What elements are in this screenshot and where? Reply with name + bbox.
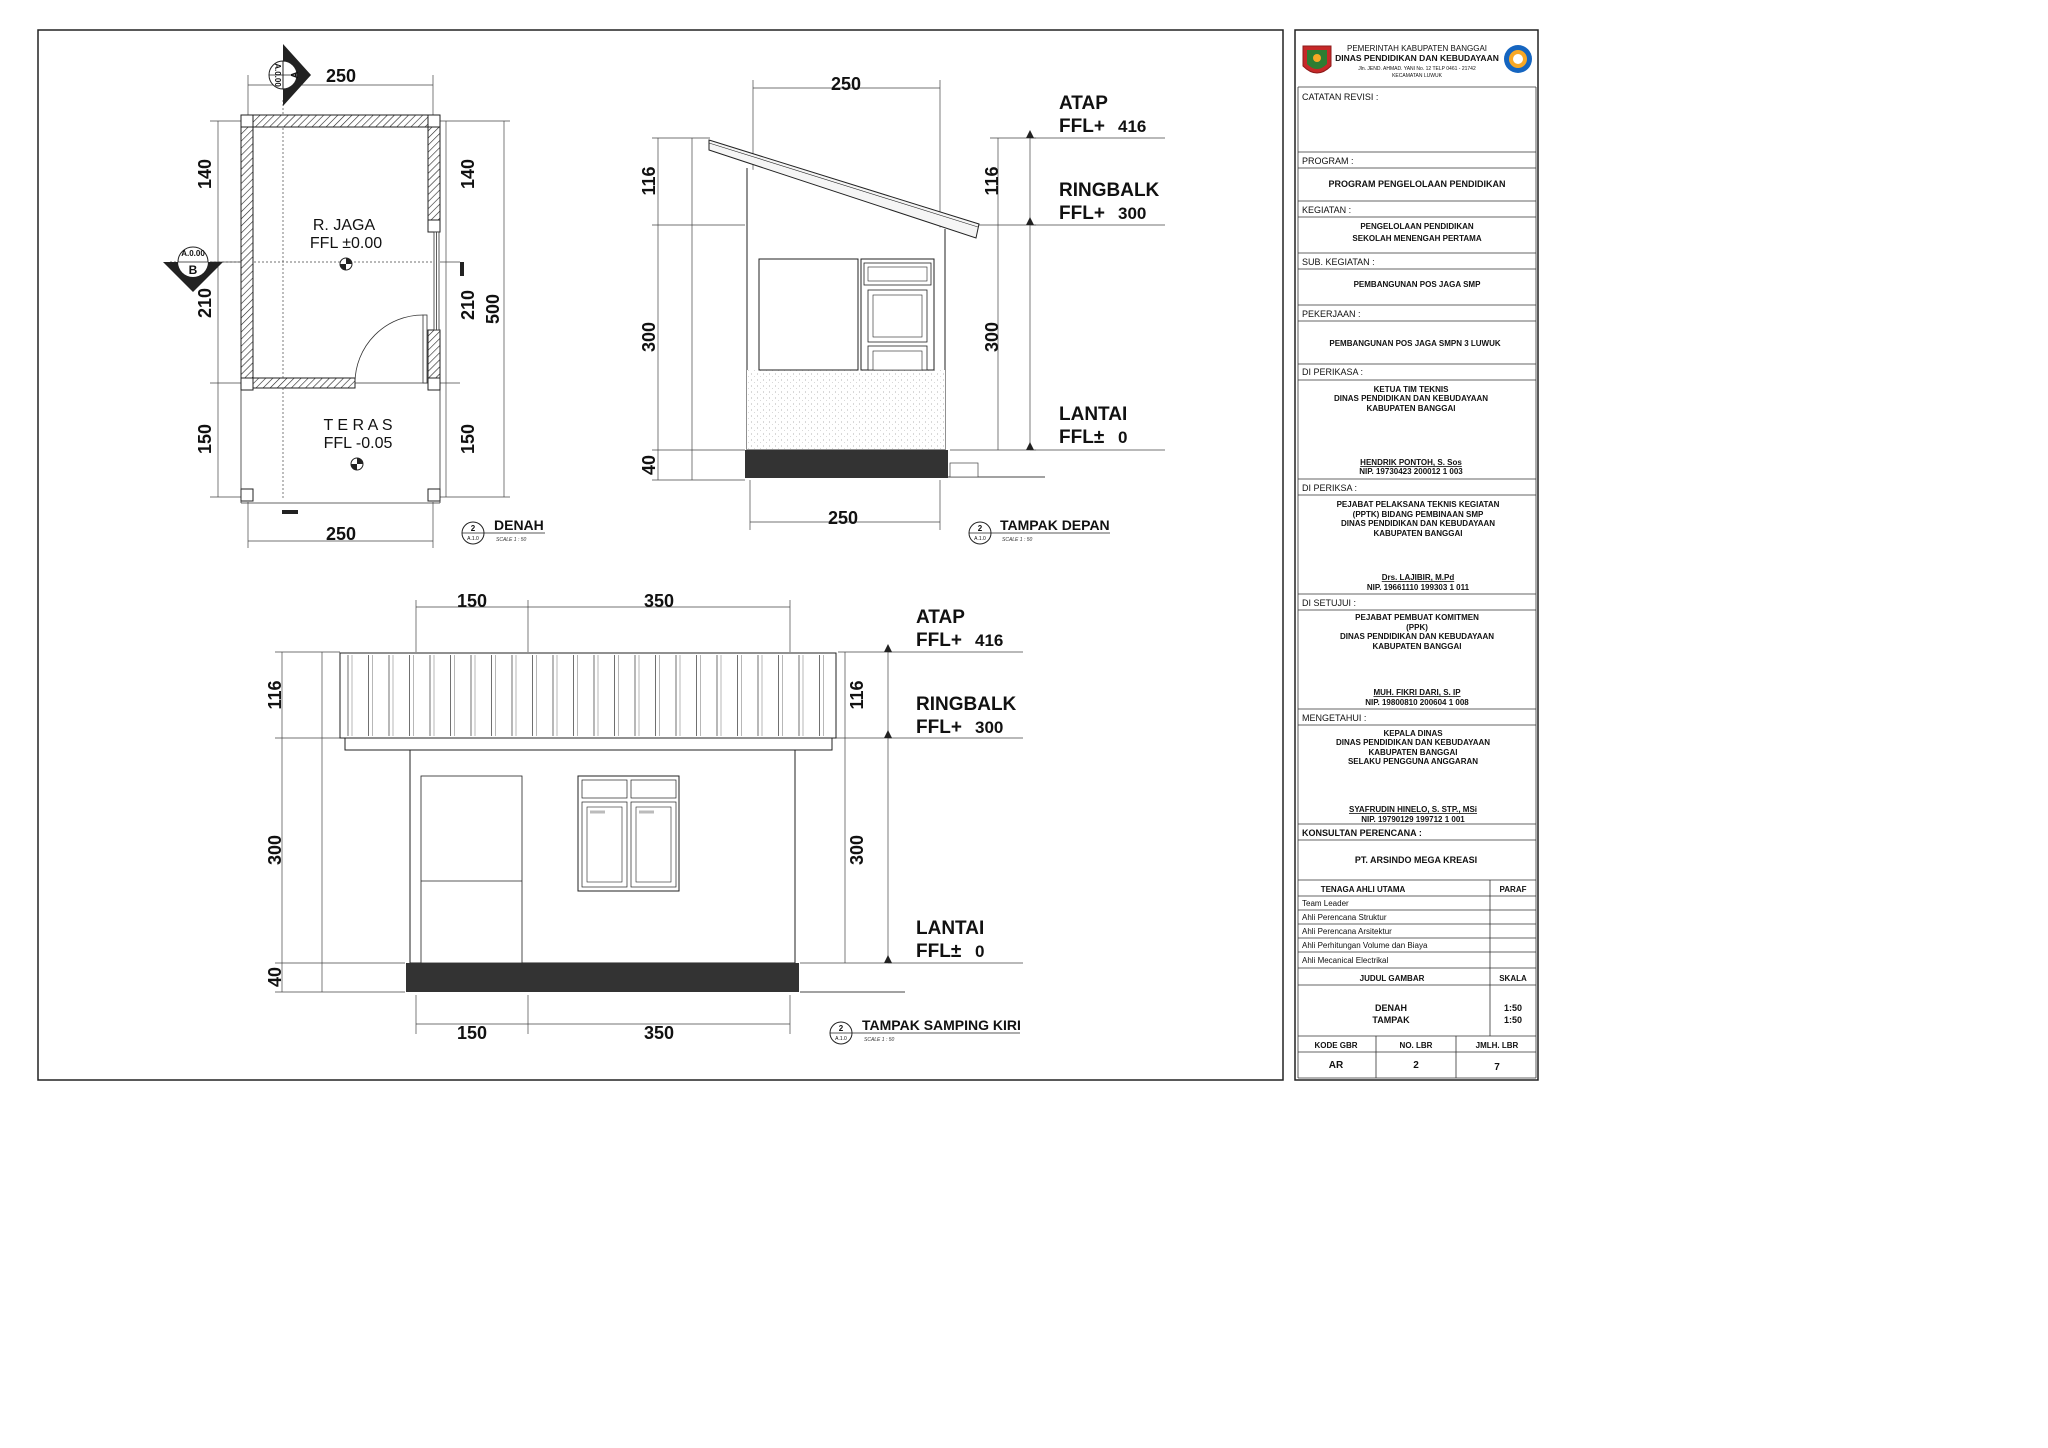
svg-text:KEPALA DINAS: KEPALA DINAS bbox=[1383, 729, 1443, 738]
svg-text:SEKOLAH MENENGAH PERTAMA: SEKOLAH MENENGAH PERTAMA bbox=[1352, 234, 1482, 243]
tb-header-4: KECAMATAN LUWUK bbox=[1392, 73, 1442, 79]
svg-text:Ahli Perencana Arsitektur: Ahli Perencana Arsitektur bbox=[1302, 927, 1392, 936]
plan-dim-right-2: 210 bbox=[458, 289, 478, 321]
tb-header-2: DINAS PENDIDIKAN DAN KEBUDAYAAN bbox=[1335, 53, 1499, 63]
svg-text:TAMPAK DEPAN: TAMPAK DEPAN bbox=[1000, 517, 1110, 533]
side-roof bbox=[340, 653, 836, 750]
svg-text:PENGELOLAAN PENDIDIKAN: PENGELOLAAN PENDIDIKAN bbox=[1360, 222, 1474, 231]
front-dim-left-3: 40 bbox=[639, 454, 659, 476]
terrace-level: FFL -0.05 bbox=[323, 435, 393, 452]
svg-text:SELAKU PENGGUNA ANGGARAN: SELAKU PENGGUNA ANGGARAN bbox=[1347, 757, 1479, 766]
svg-text:DI PERIKSA :: DI PERIKSA : bbox=[1302, 483, 1358, 493]
svg-text:FFL+: FFL+ bbox=[1059, 116, 1105, 137]
plan-dim-overall: 500 bbox=[483, 293, 503, 325]
svg-text:TAMPAK SAMPING KIRI: TAMPAK SAMPING KIRI bbox=[862, 1017, 1021, 1033]
svg-text:DENAH: DENAH bbox=[1374, 1003, 1408, 1013]
svg-text:MUH. FIKRI DARI, S. IP: MUH. FIKRI DARI, S. IP bbox=[1373, 688, 1461, 697]
svg-text:KABUPATEN BANGGAI: KABUPATEN BANGGAI bbox=[1366, 404, 1456, 413]
svg-text:CATATAN REVISI :: CATATAN REVISI : bbox=[1302, 92, 1379, 102]
front-dim-right-2: 300 bbox=[982, 321, 1002, 353]
section-b-letter: B bbox=[188, 263, 198, 277]
svg-text:2: 2 bbox=[838, 1024, 844, 1033]
section-b-ref: A.0.00 bbox=[181, 249, 205, 258]
side-level-lantai: LANTAI bbox=[916, 918, 985, 939]
svg-text:(PPTK) BIDANG PEMBINAAN SMP: (PPTK) BIDANG PEMBINAAN SMP bbox=[1352, 510, 1484, 519]
svg-text:NO. LBR: NO. LBR bbox=[1399, 1041, 1433, 1050]
side-dim-left-2: 300 bbox=[265, 834, 285, 866]
svg-text:DINAS PENDIDIKAN DAN KEBUDAYAA: DINAS PENDIDIKAN DAN KEBUDAYAAN bbox=[1339, 632, 1495, 641]
plan-dim-bottom: 250 bbox=[325, 524, 357, 544]
svg-text:JUDUL GAMBAR: JUDUL GAMBAR bbox=[1359, 974, 1425, 983]
floor-plan bbox=[163, 44, 545, 548]
svg-text:JMLH. LBR: JMLH. LBR bbox=[1475, 1041, 1519, 1050]
front-level-ringbalk: RINGBALK bbox=[1059, 180, 1160, 201]
svg-text:416: 416 bbox=[975, 631, 1004, 650]
svg-text:0: 0 bbox=[1118, 428, 1128, 447]
front-dim-left-2: 300 bbox=[639, 321, 659, 353]
side-dim-bottom-2: 350 bbox=[643, 1023, 675, 1043]
svg-text:SYAFRUDIN HINELO, S. STP., MSi: SYAFRUDIN HINELO, S. STP., MSi bbox=[1348, 805, 1478, 814]
svg-text:KABUPATEN BANGGAI: KABUPATEN BANGGAI bbox=[1368, 748, 1458, 757]
svg-text:SCALE 1 : 50: SCALE 1 : 50 bbox=[496, 537, 527, 543]
svg-text:Team Leader: Team Leader bbox=[1302, 899, 1349, 908]
svg-text:HENDRIK PONTOH, S. Sos: HENDRIK PONTOH, S. Sos bbox=[1360, 458, 1462, 467]
svg-text:DINAS PENDIDIKAN DAN KEBUDAYAA: DINAS PENDIDIKAN DAN KEBUDAYAAN bbox=[1340, 519, 1496, 528]
tutwuri-logo bbox=[1504, 45, 1532, 73]
svg-text:PEMBANGUNAN POS JAGA SMPN 3 LU: PEMBANGUNAN POS JAGA SMPN 3 LUWUK bbox=[1329, 339, 1501, 348]
svg-text:MENGETAHUI :: MENGETAHUI : bbox=[1302, 713, 1367, 723]
side-dim-top-2: 350 bbox=[643, 591, 675, 611]
front-level-atap: ATAP bbox=[1059, 93, 1108, 114]
svg-text:FFL±: FFL± bbox=[1059, 427, 1105, 448]
svg-text:NIP. 19800810 200604 1 008: NIP. 19800810 200604 1 008 bbox=[1365, 698, 1469, 707]
svg-text:SUB. KEGIATAN :: SUB. KEGIATAN : bbox=[1302, 257, 1375, 267]
section-marker-b bbox=[163, 247, 223, 292]
svg-text:KODE GBR: KODE GBR bbox=[1314, 1041, 1358, 1050]
svg-text:Ahli Mecanical Electrikal: Ahli Mecanical Electrikal bbox=[1302, 956, 1389, 965]
tb-header-1: PEMERINTAH KABUPATEN BANGGAI bbox=[1346, 44, 1488, 53]
svg-text:DENAH: DENAH bbox=[494, 517, 544, 533]
side-level-ringbalk: RINGBALK bbox=[916, 694, 1017, 715]
svg-text:SCALE 1 : 50: SCALE 1 : 50 bbox=[1002, 537, 1033, 543]
svg-text:PEJABAT PELAKSANA TEKNIS KEGIA: PEJABAT PELAKSANA TEKNIS KEGIATAN bbox=[1336, 500, 1500, 509]
side-elevation bbox=[265, 591, 1023, 1044]
svg-text:NIP. 19661110 199303 1 011: NIP. 19661110 199303 1 011 bbox=[1366, 583, 1470, 592]
svg-text:SKALA: SKALA bbox=[1499, 974, 1527, 983]
no-lbr-value: 2 bbox=[1413, 1060, 1419, 1071]
plan-dim-right-3: 150 bbox=[458, 423, 478, 455]
front-dim-bottom: 250 bbox=[827, 508, 859, 528]
front-elevation bbox=[639, 74, 1165, 544]
plan-dim-left-1: 140 bbox=[195, 158, 215, 190]
svg-text:TAMPAK: TAMPAK bbox=[1372, 1015, 1410, 1025]
svg-text:PROGRAM :: PROGRAM : bbox=[1302, 156, 1354, 166]
side-dim-bottom-1: 150 bbox=[456, 1023, 488, 1043]
room-level: FFL ±0.00 bbox=[309, 235, 383, 252]
svg-text:416: 416 bbox=[1118, 117, 1147, 136]
plan-dim-left-3: 150 bbox=[195, 423, 215, 455]
svg-text:(PPK): (PPK) bbox=[1406, 623, 1428, 632]
svg-text:KETUA TIM TEKNIS: KETUA TIM TEKNIS bbox=[1373, 385, 1449, 394]
side-dim-left-1: 116 bbox=[265, 680, 285, 710]
svg-text:1:50: 1:50 bbox=[1503, 1003, 1523, 1013]
front-dim-right-1: 116 bbox=[982, 166, 1002, 196]
svg-text:2: 2 bbox=[470, 524, 476, 533]
svg-text:PEJABAT PEMBUAT KOMITMEN: PEJABAT PEMBUAT KOMITMEN bbox=[1355, 613, 1479, 622]
room-name: R. JAGA bbox=[312, 217, 376, 234]
jmlh-lbr-value: 7 bbox=[1494, 1062, 1500, 1073]
svg-text:300: 300 bbox=[1118, 204, 1147, 223]
svg-text:A.1.0: A.1.0 bbox=[467, 536, 479, 542]
svg-text:2: 2 bbox=[977, 524, 983, 533]
svg-text:0: 0 bbox=[975, 942, 985, 961]
svg-text:A.1.0: A.1.0 bbox=[974, 536, 986, 542]
side-title bbox=[830, 1017, 1021, 1044]
plan-dim-top: 250 bbox=[325, 66, 357, 86]
section-a-letter: A bbox=[290, 71, 301, 79]
svg-text:DINAS PENDIDIKAN DAN KEBUDAYAA: DINAS PENDIDIKAN DAN KEBUDAYAAN bbox=[1335, 738, 1491, 747]
svg-text:SCALE 1 : 50: SCALE 1 : 50 bbox=[864, 1037, 895, 1043]
svg-text:FFL+: FFL+ bbox=[916, 630, 962, 651]
svg-text:FFL±: FFL± bbox=[916, 941, 962, 962]
side-dim-right-2: 300 bbox=[847, 834, 867, 866]
banggai-logo bbox=[1303, 46, 1331, 73]
plan-dim-left-2: 210 bbox=[195, 287, 215, 319]
svg-text:FFL+: FFL+ bbox=[1059, 203, 1105, 224]
svg-text:A.1.0: A.1.0 bbox=[835, 1036, 847, 1042]
side-window bbox=[578, 776, 679, 891]
section-a-ref: A.0.00 bbox=[273, 63, 282, 87]
side-dim-top-1: 150 bbox=[456, 591, 488, 611]
svg-text:Ahli Perhitungan Volume dan Bi: Ahli Perhitungan Volume dan Biaya bbox=[1302, 941, 1428, 950]
svg-text:NIP. 19730423 200012 1 003: NIP. 19730423 200012 1 003 bbox=[1359, 467, 1463, 476]
svg-text:DI PERIKASA :: DI PERIKASA : bbox=[1302, 367, 1364, 377]
kode-gbr-value: AR bbox=[1328, 1060, 1344, 1071]
svg-text:Ahli Perencana Struktur: Ahli Perencana Struktur bbox=[1302, 913, 1387, 922]
tb-header-3: Jln. JEND. AHMAD. YANI No. 12 TELP 0461 - 21742 bbox=[1358, 66, 1476, 72]
svg-text:PARAF: PARAF bbox=[1499, 885, 1527, 894]
front-dim-top: 250 bbox=[830, 74, 862, 94]
svg-text:KONSULTAN PERENCANA :: KONSULTAN PERENCANA : bbox=[1302, 828, 1422, 838]
svg-text:PEMBANGUNAN POS JAGA SMP: PEMBANGUNAN POS JAGA SMP bbox=[1353, 280, 1481, 289]
title-block bbox=[1295, 30, 1538, 1080]
front-level-lantai: LANTAI bbox=[1059, 404, 1128, 425]
front-title bbox=[969, 517, 1110, 544]
svg-text:1:50: 1:50 bbox=[1503, 1015, 1523, 1025]
svg-text:DI SETUJUI :: DI SETUJUI : bbox=[1302, 598, 1357, 608]
terrace-name: T E R A S bbox=[323, 417, 393, 434]
side-level-atap: ATAP bbox=[916, 607, 965, 628]
svg-text:FFL+: FFL+ bbox=[916, 717, 962, 738]
svg-text:NIP. 19790129 199712 1 001: NIP. 19790129 199712 1 001 bbox=[1361, 815, 1465, 824]
svg-text:300: 300 bbox=[975, 718, 1004, 737]
svg-text:PROGRAM PENGELOLAAN PENDIDIKAN: PROGRAM PENGELOLAAN PENDIDIKAN bbox=[1328, 179, 1506, 189]
svg-text:KABUPATEN BANGGAI: KABUPATEN BANGGAI bbox=[1372, 642, 1462, 651]
svg-text:KEGIATAN :: KEGIATAN : bbox=[1302, 205, 1352, 215]
svg-text:TENAGA AHLI UTAMA: TENAGA AHLI UTAMA bbox=[1320, 885, 1406, 894]
svg-text:DINAS PENDIDIKAN DAN KEBUDAYAA: DINAS PENDIDIKAN DAN KEBUDAYAAN bbox=[1333, 394, 1489, 403]
side-dim-right-1: 116 bbox=[847, 680, 867, 710]
svg-text:Drs. LAJIBIR, M.Pd: Drs. LAJIBIR, M.Pd bbox=[1381, 573, 1455, 582]
svg-text:PEKERJAAN :: PEKERJAAN : bbox=[1302, 309, 1361, 319]
plan-title bbox=[462, 517, 545, 544]
svg-text:PT. ARSINDO MEGA KREASI: PT. ARSINDO MEGA KREASI bbox=[1354, 855, 1478, 865]
side-dim-left-3: 40 bbox=[265, 966, 285, 988]
section-marker-a bbox=[269, 44, 311, 106]
front-dim-left-1: 116 bbox=[639, 166, 659, 196]
svg-text:KABUPATEN BANGGAI: KABUPATEN BANGGAI bbox=[1373, 529, 1463, 538]
plan-dim-right-1: 140 bbox=[458, 158, 478, 190]
